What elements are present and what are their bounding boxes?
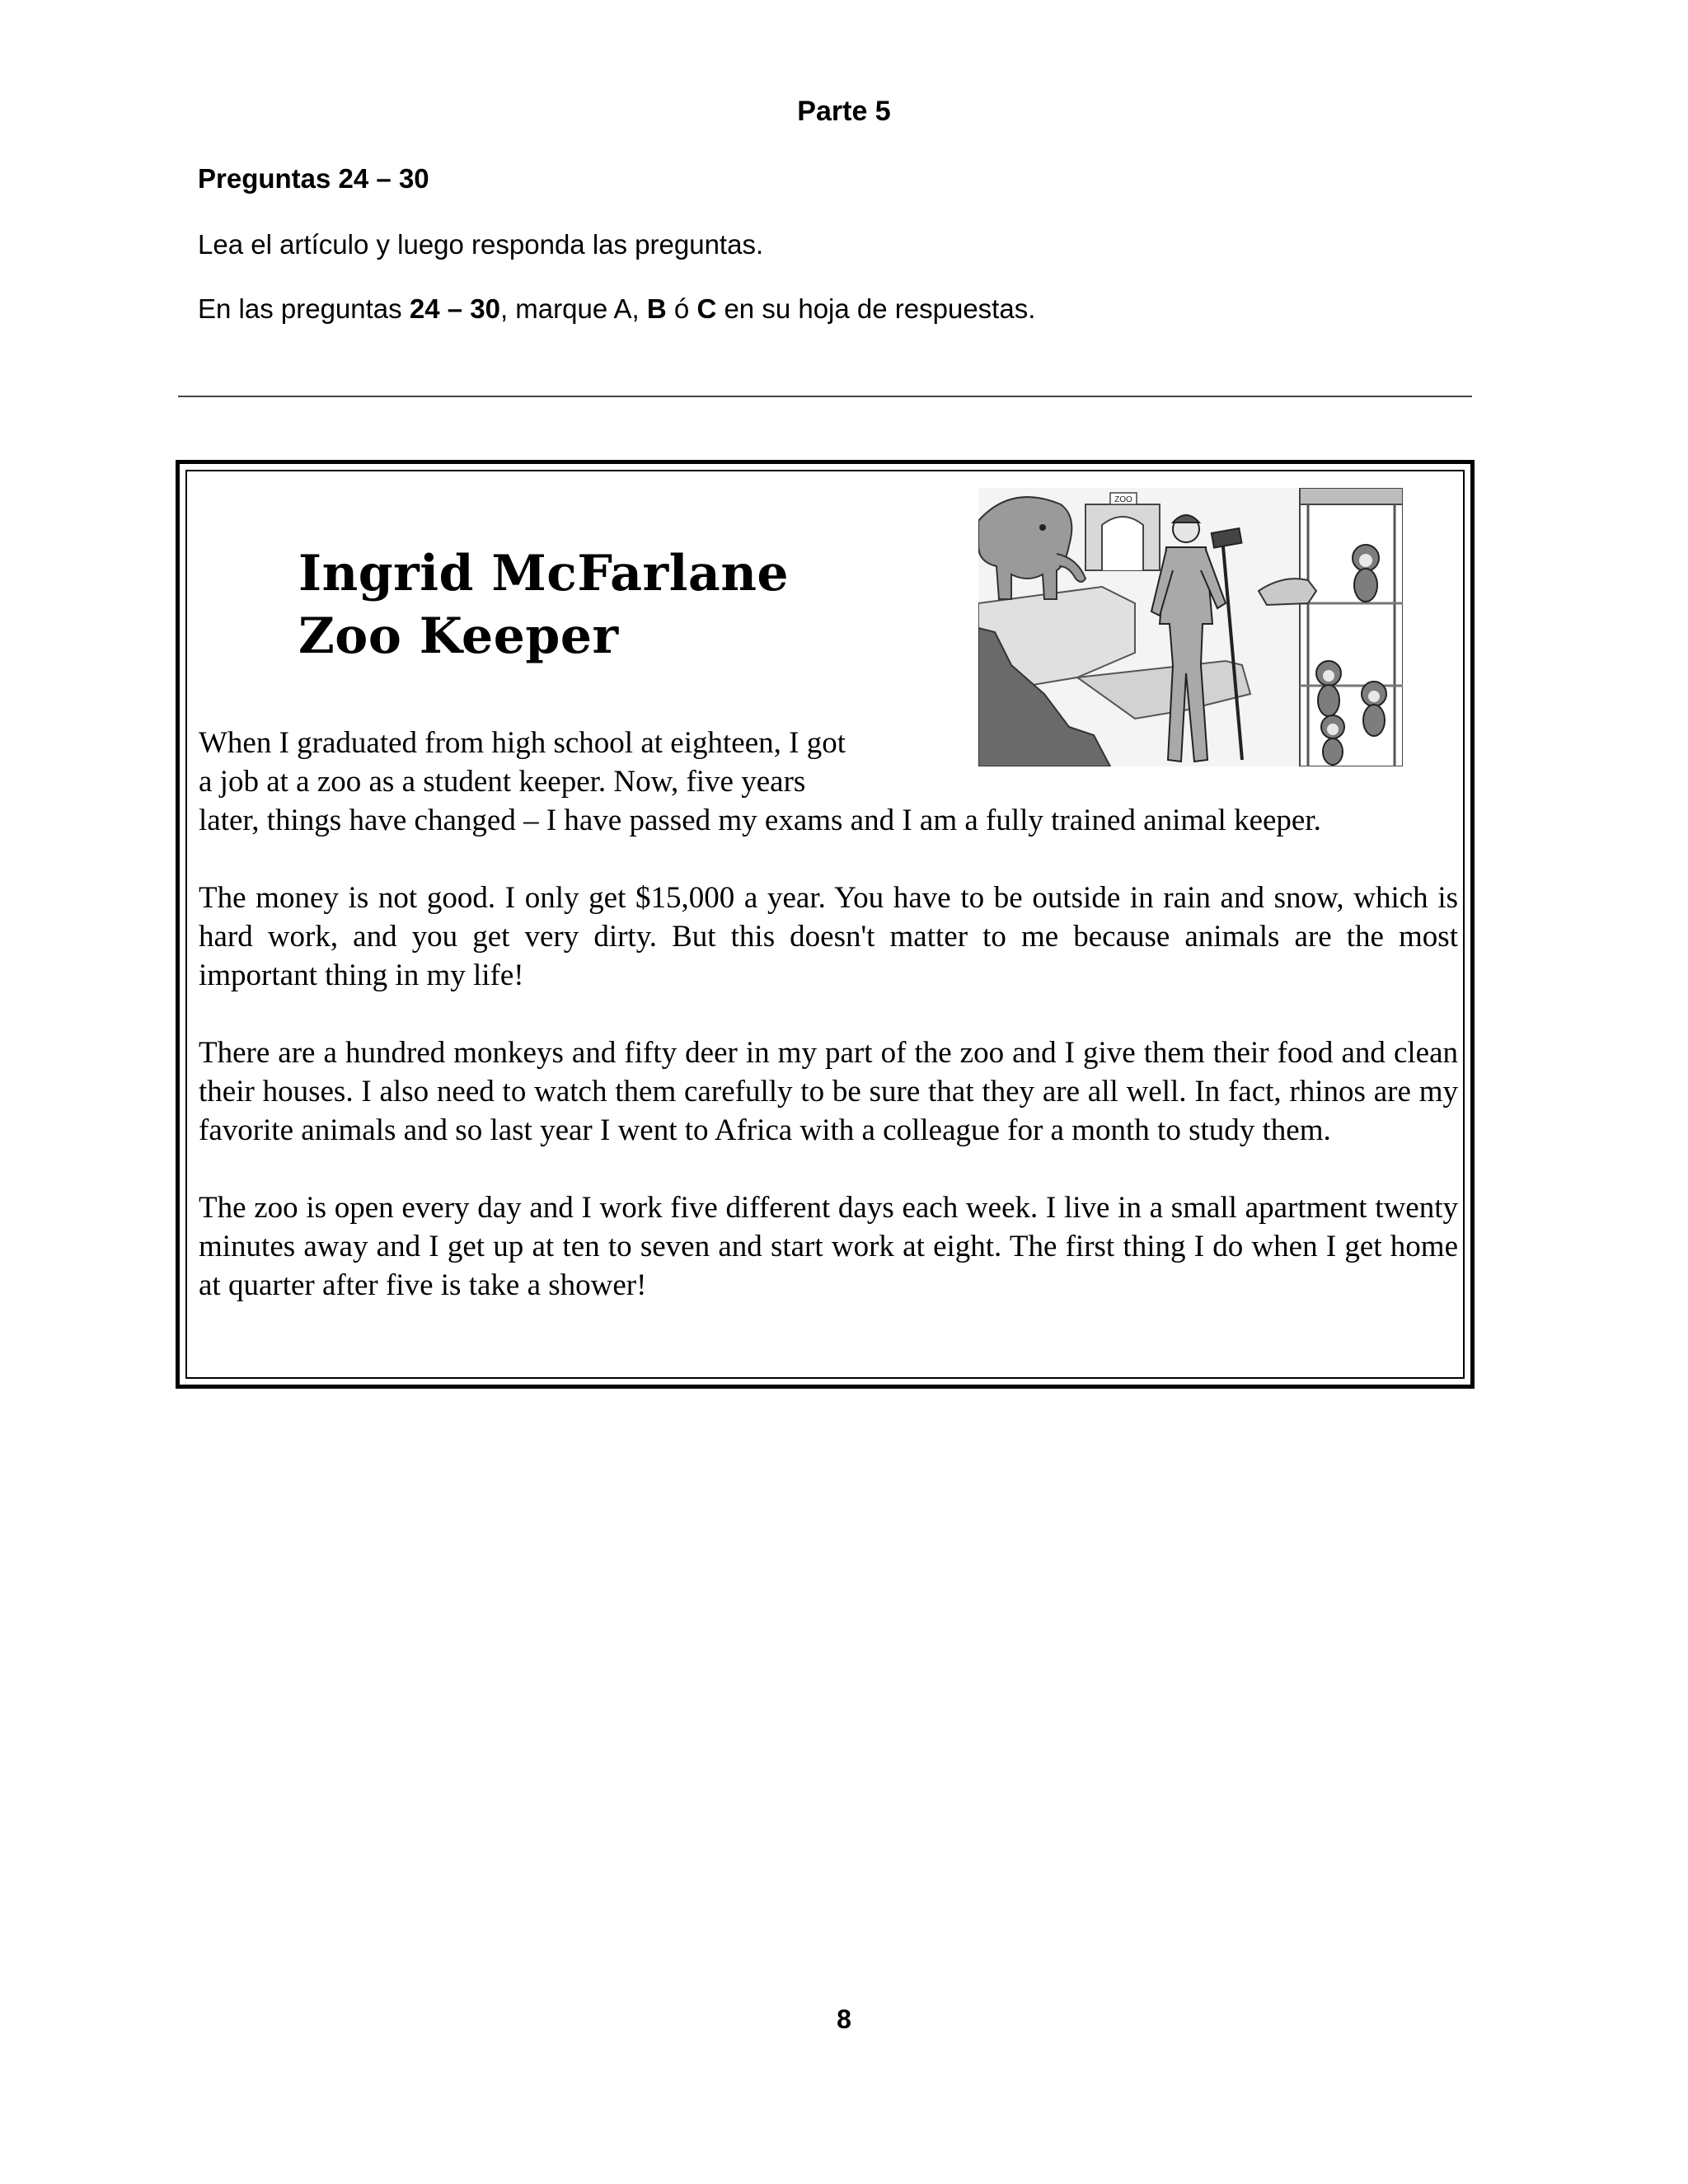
article-inner-frame <box>185 470 1465 1379</box>
paragraph-1-line-1: When I graduated from high school at eighteen, I got <box>199 726 846 760</box>
headline-role: Zoo Keeper <box>298 607 619 665</box>
article-headline <box>298 542 789 668</box>
paragraph-1-line-3: later, things have changed – I have passed my exams and I am a fully trained animal keeper. <box>199 804 1321 837</box>
article-paragraph-3: There are a hundred monkeys and fifty deer in my part of the zoo and I give them their food and clean their houses. I also need to watch them carefully to be sure that they are all well. In fact, rhinos are my favorite animals and so last year I went to Africa with a colleague for a month to study them. <box>199 1036 1458 1147</box>
article-box <box>176 460 1475 1389</box>
paragraph-1-line-2: a job at a zoo as a student keeper. Now, five years <box>199 765 806 799</box>
article-body <box>199 724 1458 1343</box>
page-number: 8 <box>837 2004 851 2034</box>
questions-label: Preguntas 24 – 30 <box>198 163 429 194</box>
instruction-read-article: Lea el artículo y luego responda las preguntas. <box>198 229 764 260</box>
zoo-sign-text: ZOO <box>1114 495 1132 504</box>
article-paragraph-1 <box>199 724 1458 840</box>
section-divider <box>178 396 1472 397</box>
part-title: Parte 5 <box>797 96 891 127</box>
instruction-mark-answers: En las preguntas 24 – 30, marque A, B ó C en su hoja de respuestas. <box>198 293 1036 324</box>
headline-name: Ingrid McFarlane <box>298 545 790 602</box>
article-paragraph-2: The money is not good. I only get $15,000 a year. You have to be outside in rain and snow, which is hard work, and you get very dirty. But this doesn't matter to me because animals are the most important thing in my life! <box>199 881 1458 992</box>
article-paragraph-4: The zoo is open every day and I work five different days each week. I live in a small apartment twenty minutes away and I get up at ten to seven and start work at eight. The first thing I do when I get home at quarter after five is take a shower! <box>199 1191 1458 1302</box>
